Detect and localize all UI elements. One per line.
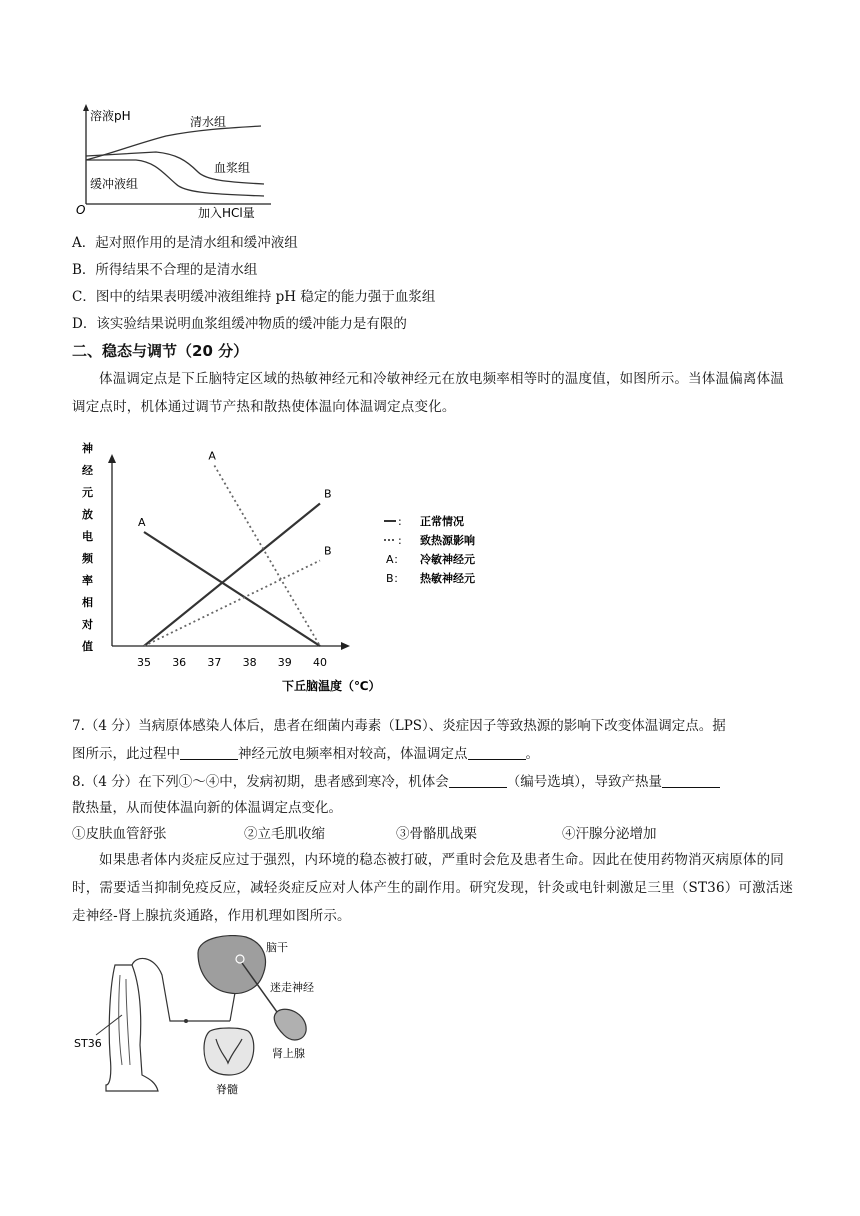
- ph-label-buffer: 缓冲液组: [90, 177, 139, 191]
- legend-symbol-b: B：: [386, 572, 405, 585]
- q7-text-c: 。: [525, 746, 539, 762]
- leg-inner: [119, 975, 130, 1065]
- q8-blank-2[interactable]: [662, 773, 720, 788]
- q8-choice-2: ②立毛肌收缩: [244, 826, 325, 842]
- pathway-figure: [70, 935, 370, 1095]
- legend-symbol-a: A：: [386, 553, 405, 566]
- ph-y-label: 溶液pH: [90, 109, 131, 123]
- legend-label-cold: 冷敏神经元: [420, 553, 475, 566]
- adrenal-gland: [274, 1009, 306, 1040]
- q8-choice-1: ①皮肤血管舒张: [72, 826, 167, 842]
- q8-choice-3: ③骨骼肌战栗: [396, 826, 477, 842]
- series-point-label: B: [324, 487, 332, 501]
- option-b: B．所得结果不合理的是清水组: [72, 262, 258, 278]
- section-title: 二、稳态与调节（20 分）: [72, 342, 249, 360]
- legend-label-normal: 正常情况: [420, 515, 464, 528]
- x-tick-label: 40: [313, 656, 327, 669]
- leg-outline: [106, 965, 158, 1091]
- y-label-char: 经: [82, 464, 93, 477]
- paragraph-inflammation: 如果患者体内炎症反应过于强烈，内环境的稳态被打破，严重时会危及患者生命。因此在使用药物消灭病原体的同时，需要适当抑制免疫反应，减轻炎症反应对人体产生的副作用。研究发现，针灸或电针刺激足三里（ST36）可激活迷走神经-肾上腺抗炎通路，作用机理如图所示。: [72, 852, 794, 924]
- y-label-char: 相: [82, 596, 93, 609]
- label-spinal: 脊髓: [216, 1083, 238, 1095]
- neuron-y-label: [81, 441, 94, 653]
- ph-label-water: 清水组: [190, 115, 227, 129]
- series-point-label: A: [138, 516, 146, 529]
- ph-origin: O: [76, 203, 86, 217]
- chart-x-arrow: [341, 642, 350, 650]
- q8-line-1: [72, 772, 720, 792]
- q8-text-a: 8.（4 分）在下列①～④中，发病初期，患者感到寒冷，机体会: [72, 774, 449, 790]
- legend-label-pyrogen: 致热源影响: [420, 534, 475, 547]
- legend-colon-2: :: [398, 534, 402, 547]
- series-point-label: B: [324, 544, 332, 558]
- ph-x-label: 加入HCl量: [198, 206, 255, 220]
- q8-text-b: （编号选填），导致产热量: [506, 774, 663, 790]
- ph-y-arrow: [83, 104, 89, 111]
- legend-colon-1: :: [398, 515, 402, 528]
- nerve-node: [184, 1019, 188, 1023]
- ph-curve-figure: [76, 100, 276, 220]
- y-label-char: 神: [82, 442, 93, 455]
- x-tick-label: 36: [172, 656, 187, 669]
- series-line-b-solid: [144, 504, 320, 647]
- label-vagus: 迷走神经: [270, 981, 314, 994]
- series-point-label: A: [208, 449, 216, 463]
- option-d: D．该实验结果说明血浆组缓冲物质的缓冲能力是有限的: [72, 316, 407, 332]
- x-tick-label: 39: [277, 656, 292, 669]
- q7-line-2: [72, 744, 539, 764]
- q8-line-2: 散热量，从而使体温向新的体温调定点变化。: [72, 800, 342, 816]
- label-st36: ST36: [74, 1037, 102, 1050]
- q7-text-a: 图所示，此过程中: [72, 746, 180, 762]
- q8-choice-4: ④汗腺分泌增加: [562, 826, 657, 842]
- y-label-char: 率: [82, 574, 93, 587]
- y-label-char: 对: [82, 618, 93, 631]
- option-a: A．起对照作用的是清水组和缓冲液组: [72, 235, 298, 251]
- label-adrenal: 肾上腺: [272, 1047, 305, 1060]
- x-tick-label: 35: [137, 656, 151, 669]
- x-tick-label: 37: [207, 656, 222, 669]
- ph-label-plasma: 血浆组: [214, 161, 251, 175]
- q7-blank-1[interactable]: [180, 745, 238, 760]
- option-c: C．图中的结果表明缓冲液组维持 pH 稳定的能力强于血浆组: [72, 289, 436, 305]
- q7-text-b: 神经元放电频率相对较高，体温调定点: [238, 746, 468, 762]
- neuron-chart: [72, 432, 492, 700]
- y-label-char: 元: [82, 486, 93, 499]
- q7-blank-2[interactable]: [468, 745, 526, 760]
- label-brainstem: 脑干: [266, 941, 288, 954]
- y-label-char: 电: [82, 530, 93, 543]
- legend-label-warm: 热敏神经元: [420, 572, 475, 585]
- x-tick-label: 38: [242, 656, 257, 669]
- spinal-cord: [204, 1028, 254, 1075]
- y-label-char: 频: [82, 552, 93, 565]
- intro-paragraph: 体温调定点是下丘脑特定区域的热敏神经元和冷敏神经元在放电频率相等时的温度值，如图所示。当体温偏离体温调定点时，机体通过调节产热和散热使体温向体温调定点变化。: [72, 371, 784, 415]
- brainstem: [198, 936, 265, 994]
- chart-y-arrow: [108, 454, 116, 463]
- series-line-a-dotted: [214, 466, 320, 647]
- y-label-char: 值: [82, 640, 93, 653]
- q7-line-1: 7.（4 分）当病原体感染人体后，患者在细菌内毒素（LPS）、炎症因子等致热源的影响下改变体温调定点。据: [72, 718, 726, 734]
- q8-blank-1[interactable]: [449, 773, 507, 788]
- y-label-char: 放: [82, 508, 93, 521]
- series-line-b-dotted: [144, 561, 320, 647]
- series-line-a-solid: [144, 532, 320, 646]
- chart-x-label: 下丘脑温度（℃）: [282, 679, 381, 693]
